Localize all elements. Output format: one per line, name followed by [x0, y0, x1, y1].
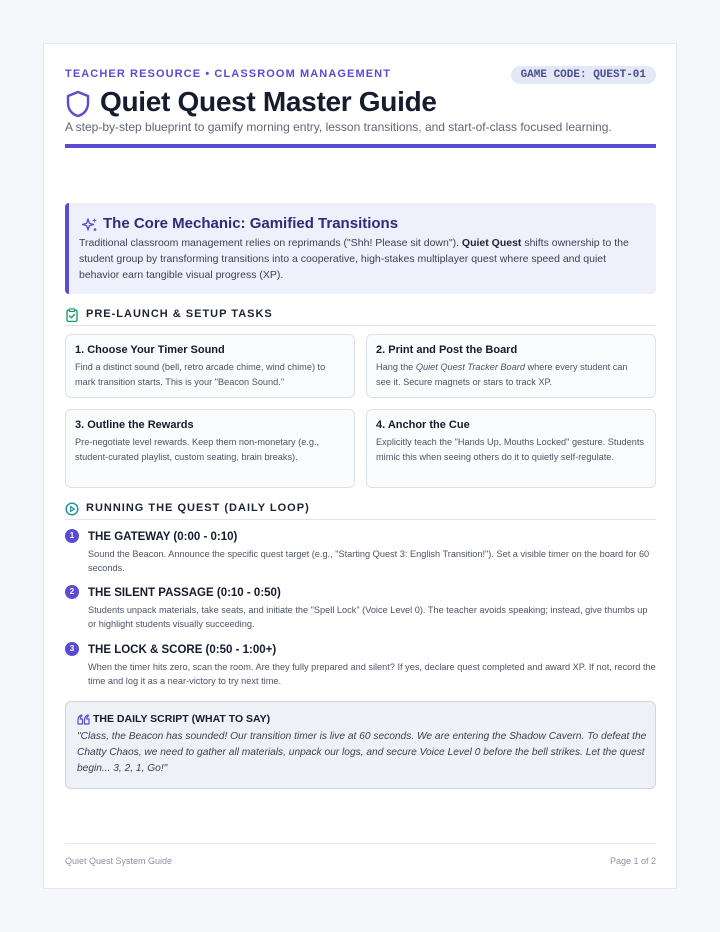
page-title: Quiet Quest Master Guide	[100, 86, 437, 117]
step-text: Sound the Beacon. Announce the specific quest target (e.g., "Starting Quest 3: English Transition!"). Set a visible timer on the board for 60 seconds.	[88, 549, 650, 573]
core-mechanic-callout	[65, 203, 656, 294]
daily-script-title: THE DAILY SCRIPT (WHAT TO SAY)	[93, 713, 271, 725]
setup-card	[65, 409, 355, 488]
card-text: Pre-negotiate level rewards. Keep them non-monetary (e.g., student-curated playlist, custom seating, brain breaks).	[75, 437, 320, 462]
step-title: THE GATEWAY (0:00 - 0:10)	[88, 531, 238, 543]
header-top-row	[65, 66, 656, 86]
quiet-quest-emphasis: Quiet Quest	[461, 237, 522, 249]
header-divider	[65, 144, 656, 148]
step-number-badge: 1	[65, 529, 79, 543]
step-title: THE LOCK & SCORE (0:50 - 1:00+)	[88, 644, 277, 656]
footer-divider	[65, 843, 656, 844]
clipboard-check-icon	[65, 308, 79, 322]
card-title: 4. Anchor the Cue	[376, 419, 470, 431]
footer-doc-name: Quiet Quest System Guide	[65, 856, 173, 866]
setup-card	[366, 334, 656, 398]
play-circle-icon	[65, 502, 79, 516]
step-number-badge: 3	[65, 642, 79, 656]
step-title: THE SILENT PASSAGE (0:10 - 0:50)	[88, 587, 281, 599]
loop-section-header	[65, 500, 656, 520]
page-number: Page 1 of 2	[609, 856, 656, 866]
card-title: 2. Print and Post the Board	[376, 344, 518, 356]
step-text: Students unpack materials, take seats, and initiate the "Spell Lock" (Voice Level 0). The teacher avoids speaking; instead, give thumbs up or highlight students visually succeeding.	[88, 605, 648, 629]
setup-card	[65, 334, 355, 398]
sparkle-icon	[82, 217, 98, 233]
daily-script-text: "Class, the Beacon has sounded! Our transition timer is live at 60 seconds. We are entering the Shadow Cavern. To defeat the Chatty Chaos, we need to gather all materials, unpack our logs, and secure Voice Level 0 before the bell strikes. Let the quest begin... 3, 2, 1, Go!"	[77, 731, 647, 774]
card-text: Explicitly teach the "Hands Up, Mouths Locked" gesture. Students mimic this when seeing others do it to quietly self-regulate.	[376, 437, 644, 462]
game-code-badge: GAME CODE: QUEST-01	[511, 66, 656, 84]
card-text: Hang the Quiet Quest Tracker Board where every student can see it. Secure magnets or stars to track XP.	[376, 362, 628, 387]
card-title: 1. Choose Your Timer Sound	[75, 344, 225, 356]
setup-card	[366, 409, 656, 488]
daily-script-box	[65, 701, 656, 789]
loop-section-title: RUNNING THE QUEST (DAILY LOOP)	[86, 502, 310, 514]
card-text: Find a distinct sound (bell, retro arcade chime, wind chime) to mark transition starts. This is your "Beacon Sound."	[75, 362, 326, 387]
core-mechanic-title: The Core Mechanic: Gamified Transitions	[103, 215, 399, 232]
card-title: 3. Outline the Rewards	[75, 419, 194, 431]
page-subtitle: A step-by-step blueprint to gamify morning entry, lesson transitions, and start-of-class focused learning.	[65, 120, 612, 134]
shield-icon	[65, 90, 91, 118]
setup-section-header	[65, 306, 656, 326]
setup-section-title: PRE-LAUNCH & SETUP TASKS	[86, 308, 273, 320]
step-number-badge: 2	[65, 585, 79, 599]
step-text: When the timer hits zero, scan the room. Are they fully prepared and silent? If yes, declare quest completed and award XP. If not, record the time and log it as a near-victory to try next time.	[88, 662, 656, 686]
core-mechanic-text: Traditional classroom management relies on reprimands ("Shh! Please sit down"). Quiet Quest shifts ownership to the student group by transforming transitions into a cooperative, high-stakes multiplayer quest where speed and quiet behavior earn tangible visual progress (XP).	[79, 237, 629, 281]
resource-kicker: TEACHER RESOURCE • CLASSROOM MANAGEMENT	[65, 68, 392, 80]
quote-icon	[77, 714, 90, 725]
tracker-board-name: Quiet Quest Tracker Board	[415, 362, 525, 372]
document-page	[43, 43, 677, 889]
